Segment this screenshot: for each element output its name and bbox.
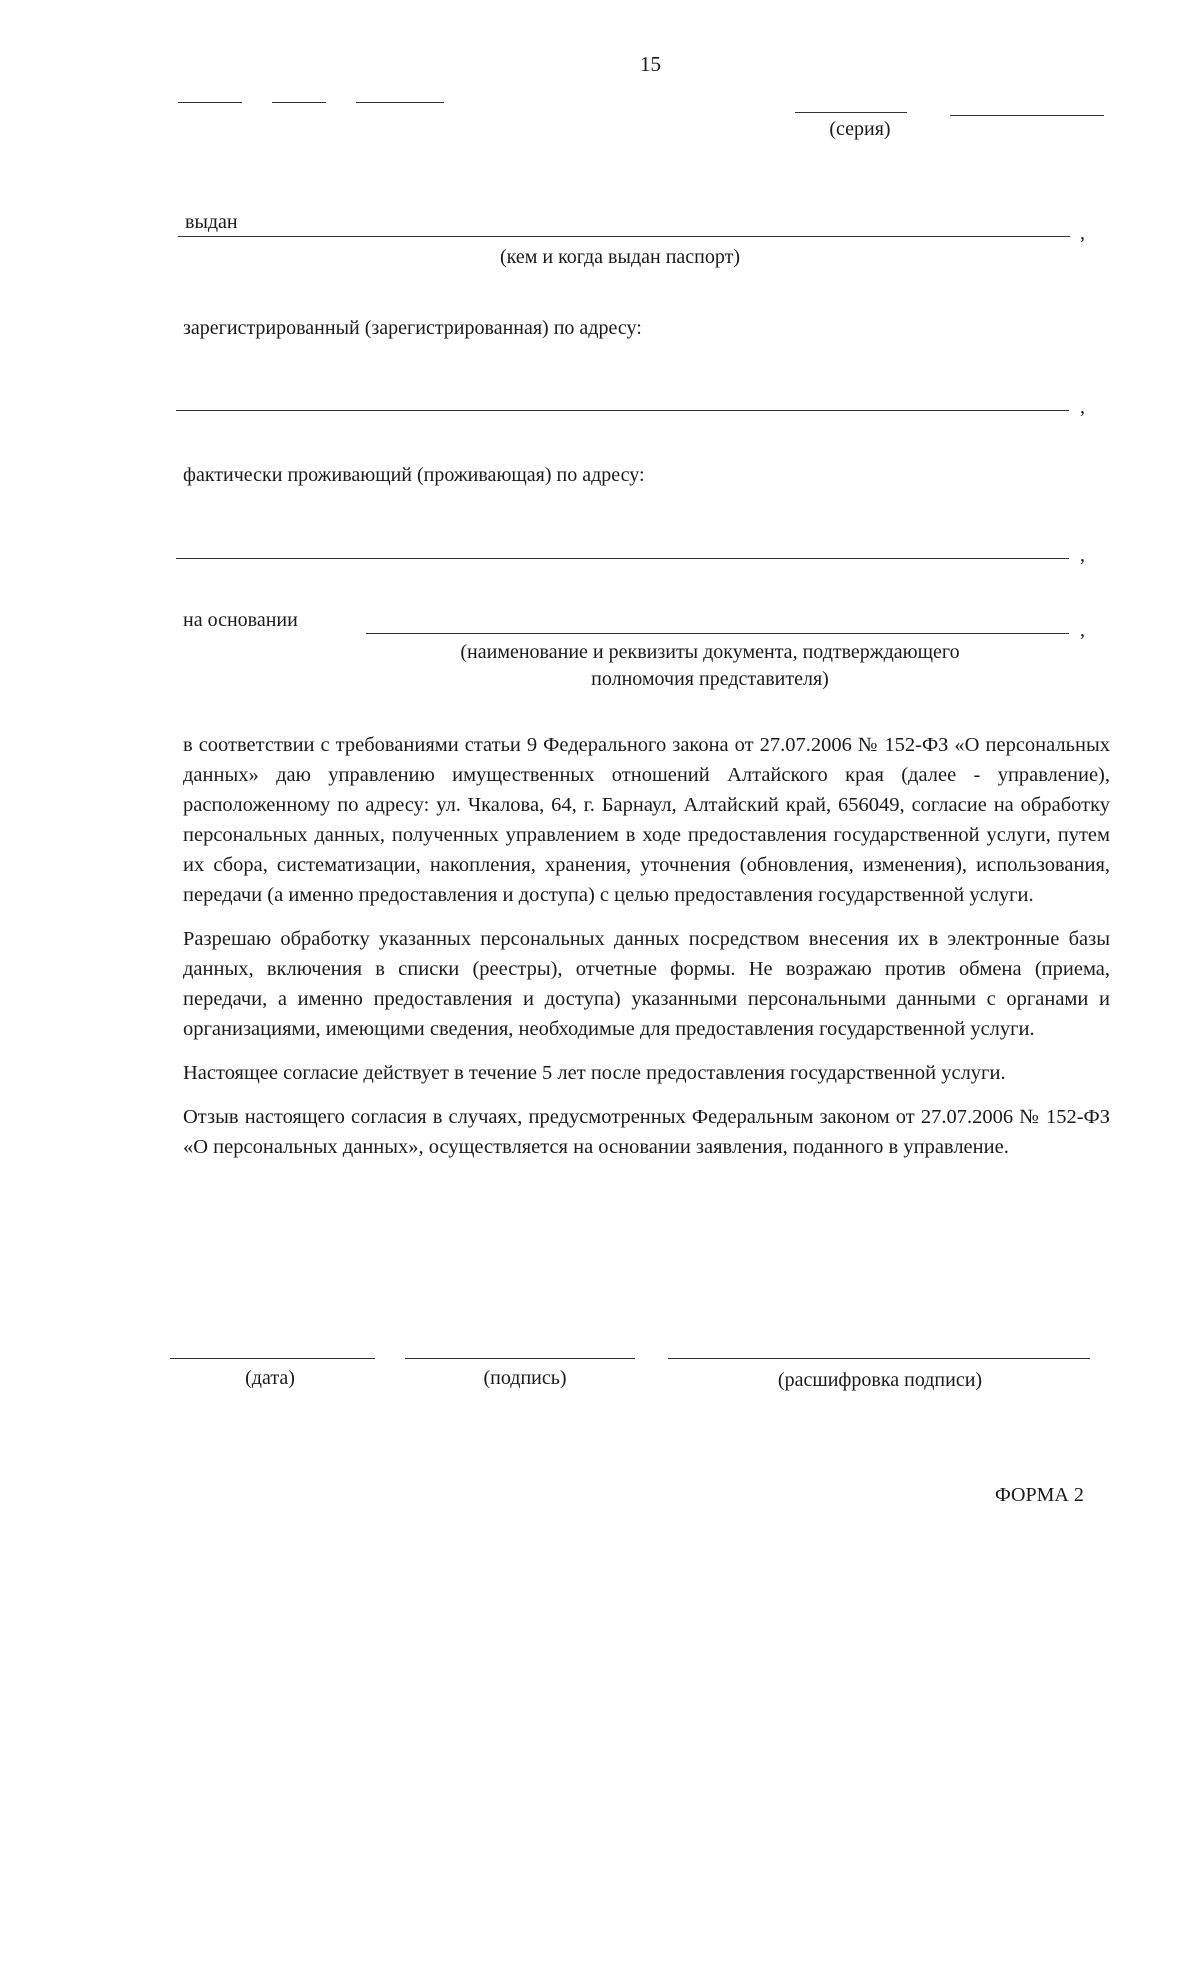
living-label: фактически проживающий (проживающая) по адресу: (183, 464, 645, 486)
decoding-line[interactable] (668, 1358, 1090, 1359)
field-line-2[interactable] (272, 102, 326, 103)
issued-comma: , (1080, 222, 1085, 244)
field-line-3[interactable] (356, 102, 444, 103)
basis-caption-line2: полномочия представителя) (591, 668, 829, 690)
issued-caption: (кем и когда выдан паспорт) (499, 246, 740, 268)
basis-comma: , (1080, 619, 1085, 641)
page-number: 15 (640, 52, 661, 76)
living-line[interactable] (176, 558, 1069, 559)
basis-line[interactable] (366, 633, 1069, 634)
registered-label: зарегистрированный (зарегистрированная) по адресу: (183, 317, 642, 339)
series-line[interactable] (795, 112, 907, 113)
decoding-caption: (расшифровка подписи) (777, 1369, 983, 1391)
basis-caption-line1: (наименование и реквизиты документа, подтверждающего (460, 641, 960, 663)
basis-label: на основании (183, 609, 298, 631)
signature-line[interactable] (405, 1358, 635, 1359)
date-line[interactable] (170, 1358, 375, 1359)
paragraph-processing: Разрешаю обработку указанных персональных данных посредством внесения их в электронные базы данных, включения в списки (реестры), отчетные формы. Не возражаю против обмена (приема, передачи, а именно предоставления и доступа) указанными персональными данными с органами и организациями, имеющими сведения, необходимые для предоставления государственной услуги. (183, 928, 1110, 1040)
paragraph-consent: в соответствии с требованиями статьи 9 Федерального закона от 27.07.2006 № 152-ФЗ «О персональных данных» даю управлению имущественных отношений Алтайского края (далее - управление), расположенному по адресу: ул. Чкалова, 64, г. Барнаул, Алтайский край, 656049, согласие на обработку персональных данных, полученных управлением в ходе предоставления государственной услуги, путем их сбора, систематизации, накопления, хранения, уточнения (обновления, изменения), использования, передачи (а именно предоставления и доступа) с целью предоставления государственной услуги. (183, 734, 1110, 906)
registered-line[interactable] (176, 410, 1069, 411)
consent-text (183, 730, 1110, 1176)
paragraph-validity: Настоящее согласие действует в течение 5 лет после предоставления государственной услуги. (183, 1062, 1006, 1084)
number-line[interactable] (950, 115, 1104, 116)
field-line-1[interactable] (178, 102, 242, 103)
living-comma: , (1080, 544, 1085, 566)
form-label: ФОРМА 2 (995, 1484, 1084, 1506)
paragraph-revocation: Отзыв настоящего согласия в случаях, предусмотренных Федеральным законом от 27.07.2006 № 152-ФЗ «О персональных данных», осуществляется на основании заявления, поданного в управление. (183, 1106, 1110, 1158)
issued-line[interactable] (178, 236, 1070, 237)
registered-comma: , (1080, 396, 1085, 418)
issued-label: выдан (185, 211, 238, 233)
signature-caption: (подпись) (483, 1367, 567, 1389)
date-caption: (дата) (245, 1367, 295, 1389)
series-caption: (серия) (829, 118, 891, 140)
